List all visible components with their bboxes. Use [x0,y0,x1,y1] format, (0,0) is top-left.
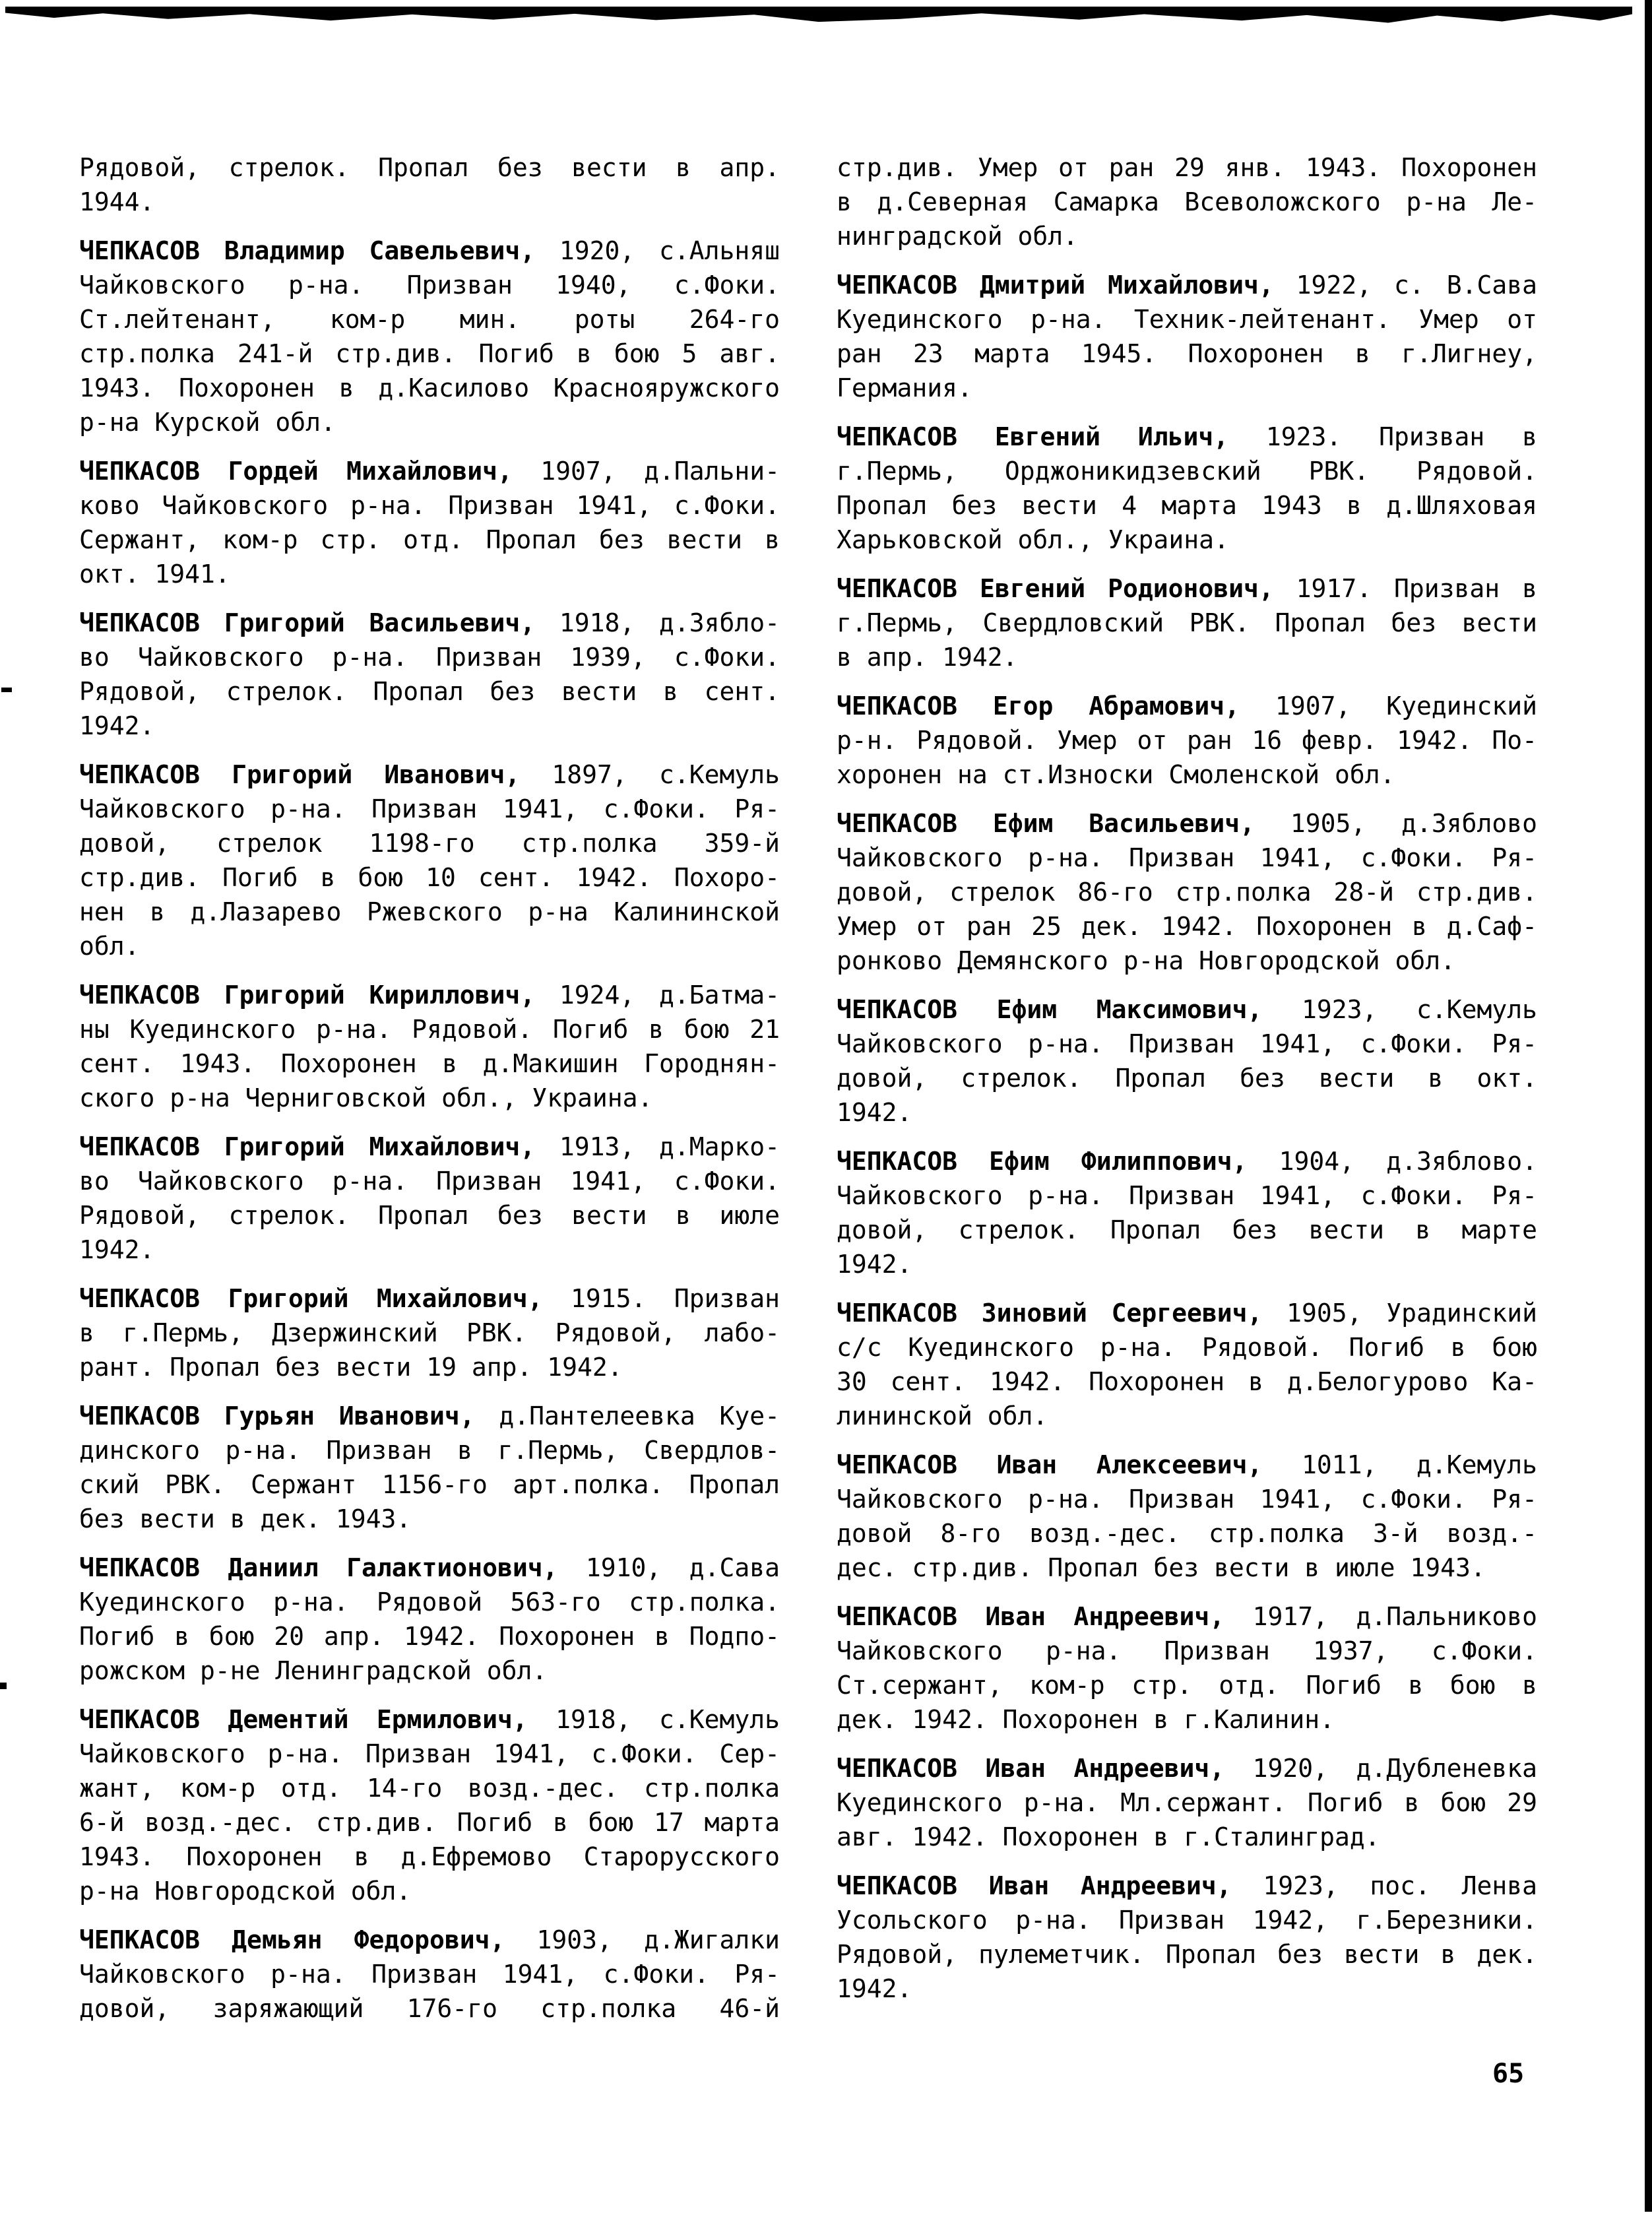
text-line: Куединского р-на. Рядовой 563-го стр.полка. [79,1588,780,1617]
person-name: ЧЕПКАСОВ Демьян Федорович, [79,1925,505,1954]
entry-first-line: ЧЕПКАСОВ Гурьян Иванович, д.Пантелеевка Куе- [79,1401,780,1430]
person-name: ЧЕПКАСОВ Григорий Михайлович, [79,1132,536,1161]
memorial-entry [79,454,780,591]
text-line: рант. Пропал без вести 19 апр. 1942. [79,1353,623,1382]
text-line: Умер от ран 25 дек. 1942. Похоронен в д.Саф- [837,912,1537,941]
text-line: с/с Куединского р-на. Рядовой. Погиб в бою [837,1333,1537,1362]
memorial-entry [79,757,780,963]
entry-first-line: ЧЕПКАСОВ Иван Андреевич, 1920, д.Дубленевка [837,1754,1537,1783]
text-line: ский РВК. Сержант 1156-го арт.полка. Пропал [79,1470,780,1499]
person-name: ЧЕПКАСОВ Иван Андреевич, [837,1754,1225,1783]
memorial-entry [79,1399,780,1536]
entry-first-line: ЧЕПКАСОВ Евгений Ильич, 1923. Призван в [837,422,1537,451]
person-name: ЧЕПКАСОВ Григорий Кириллович, [79,980,536,1010]
person-name: ЧЕПКАСОВ Гордей Михайлович, [79,457,513,486]
memorial-entry [79,1281,780,1384]
entry-first-line: ЧЕПКАСОВ Дмитрий Михайлович, 1922, с. В.Сава [837,271,1537,300]
memorial-entry [837,806,1537,978]
text-line: нинградской обл. [837,222,1079,251]
text-line: р-на Новгородской обл. [79,1877,412,1906]
text-line: 1942. [837,1250,912,1279]
text-line: ково Чайковского р-на. Призван 1941, с.Фоки. [79,491,780,520]
text-line: лининской обл. [837,1401,1048,1430]
memorial-entry [837,420,1537,557]
entry-first-line: ЧЕПКАСОВ Григорий Иванович, 1897, с.Кемуль [79,760,780,789]
text-line: дек. 1942. Похоронен в г.Калинин. [837,1705,1335,1734]
text-line: довой, стрелок 1198-го стр.полка 359-й [79,829,780,858]
memorial-entry [79,234,780,439]
text-line: Чайковского р-на. Призван 1941, с.Фоки. Ря- [837,843,1537,872]
text-line: 1943. Похоронен в д.Касилово Краснояружского [79,373,780,402]
text-line: довой 8-го возд.-дес. стр.полка 3-й возд.- [837,1519,1537,1548]
memorial-entry [79,1130,780,1267]
person-name: ЧЕПКАСОВ Ефим Васильевич, [837,809,1255,838]
text-line: г.Пермь, Орджоникидзевский РВК. Рядовой. [837,457,1537,486]
text-line: 30 сент. 1942. Похоронен в д.Белогурово Ка- [837,1367,1537,1396]
person-name: ЧЕПКАСОВ Егор Абрамович, [837,691,1240,721]
memorial-entry [79,1923,780,2026]
text-line: 1942. [79,711,155,740]
entry-first-line: ЧЕПКАСОВ Владимир Савельевич, 1920, с.Альняш [79,236,780,265]
text-line: в д.Северная Самарка Всеволожского р-на Ле- [837,187,1537,216]
text-line: Ст.лейтенант, ком-р мин. роты 264-го [79,305,780,334]
text-line: 1943. Похоронен в д.Ефремово Старорусского [79,1842,780,1871]
memorial-entry [837,268,1537,405]
text-line: Чайковского р-на. Призван 1941, с.Фоки. Ря- [79,1960,780,1989]
text-line: довой, стрелок. Пропал без вести в окт. [837,1064,1537,1093]
scan-speck [0,1683,7,1689]
text-line: авг. 1942. Похоронен в г.Сталинград. [837,1822,1380,1851]
text-line: стр.полка 241-й стр.див. Погиб в бою 5 авг. [79,339,780,368]
memorial-entry [79,1551,780,1688]
text-line: довой, заряжающий 176-го стр.полка 46-й [79,1994,780,2023]
memorial-entry [837,571,1537,674]
person-name: ЧЕПКАСОВ Ефим Филиппович, [837,1147,1248,1176]
person-name: ЧЕПКАСОВ Иван Андреевич, [837,1871,1232,1900]
entry-first-line: ЧЕПКАСОВ Даниил Галактионович, 1910, д.Сава [79,1553,780,1582]
memorial-entry [837,1869,1537,2006]
text-line: Ст.сержант, ком-р стр. отд. Погиб в бою в [837,1671,1537,1700]
text-line: Чайковского р-на. Призван 1941, с.Фоки. Ря- [79,794,780,823]
entry-first-line: ЧЕПКАСОВ Григорий Михайлович, 1913, д.Марко- [79,1132,780,1161]
entry-first-line: ЧЕПКАСОВ Иван Андреевич, 1923, пос. Ленва [837,1871,1537,1900]
memorial-entry [837,992,1537,1130]
text-line: хоронен на ст.Износки Смоленской обл. [837,760,1395,789]
text-line: в г.Пермь, Дзержинский РВК. Рядовой, лабо- [79,1318,780,1347]
text-line: Чайковского р-на. Призван 1940, с.Фоки. [79,271,780,300]
entry-first-line: ЧЕПКАСОВ Иван Алексеевич, 1011, д.Кемуль [837,1450,1537,1479]
text-line: Чайковского р-на. Призван 1941, с.Фоки. Ря- [837,1029,1537,1058]
entry-first-line: ЧЕПКАСОВ Егор Абрамович, 1907, Куединский [837,691,1537,721]
person-name: ЧЕПКАСОВ Гурьян Иванович, [79,1401,475,1430]
memorial-entry [837,1448,1537,1585]
text-line: Чайковского р-на. Призван 1937, с.Фоки. [837,1636,1537,1665]
text-line: Германия. [837,373,972,402]
text-line: ны Куединского р-на. Рядовой. Погиб в бою 21 [79,1015,780,1044]
text-line: Рядовой, стрелок. Пропал без вести в апр. [79,153,780,182]
text-line: дес. стр.див. Пропал без вести в июле 1943. [837,1553,1486,1582]
text-line: стр.див. Погиб в бою 10 сент. 1942. Похоро- [79,863,780,892]
text-line: сент. 1943. Похоронен в д.Макишин Городнян- [79,1049,780,1078]
person-name: ЧЕПКАСОВ Григорий Михайлович, [79,1284,543,1313]
memorial-entry [837,1144,1537,1281]
scan-top-bar-artifact [5,7,1632,29]
column-left [79,150,780,2026]
entry-first-line: ЧЕПКАСОВ Григорий Васильевич, 1918, д.Зябло- [79,608,780,637]
memorial-entry [837,150,1537,253]
text-line: Пропал без вести 4 марта 1943 в д.Шляховая [837,491,1537,520]
entry-first-line: ЧЕПКАСОВ Ефим Максимович, 1923, с.Кемуль [837,995,1537,1024]
entry-first-line: ЧЕПКАСОВ Ефим Филиппович, 1904, д.Зяблово. [837,1147,1537,1176]
text-line: окт. 1941. [79,560,230,589]
text-line: 1944. [79,187,155,216]
memorial-entry [79,978,780,1115]
text-line: во Чайковского р-на. Призван 1941, с.Фоки. [79,1167,780,1196]
entry-first-line: ЧЕПКАСОВ Ефим Васильевич, 1905, д.Зяблово [837,809,1537,838]
text-line: обл. [79,932,140,961]
memorial-entry [79,1702,780,1908]
text-line: р-н. Рядовой. Умер от ран 16 февр. 1942. По- [837,726,1537,755]
person-name: ЧЕПКАСОВ Владимир Савельевич, [79,236,536,265]
text-line: г.Пермь, Свердловский РВК. Пропал без вести [837,608,1537,637]
person-name: ЧЕПКАСОВ Зиновий Сергеевич, [837,1299,1263,1328]
entry-first-line: ЧЕПКАСОВ Зиновий Сергеевич, 1905, Урадинский [837,1299,1537,1328]
person-name: ЧЕПКАСОВ Ефим Максимович, [837,995,1263,1024]
text-line: Чайковского р-на. Призван 1941, с.Фоки. Сер- [79,1739,780,1768]
entry-first-line: ЧЕПКАСОВ Григорий Кириллович, 1924, д.Батма- [79,980,780,1010]
memorial-entry [837,1599,1537,1737]
memorial-entry [79,606,780,743]
text-line: 6-й возд.-дес. стр.див. Погиб в бою 17 марта [79,1808,780,1837]
entry-first-line: ЧЕПКАСОВ Григорий Михайлович, 1915. Призван [79,1284,780,1313]
text-line: 1942. [837,1098,912,1127]
scan-right-edge-artifact [1645,0,1652,2212]
text-line: Куединского р-на. Техник-лейтенант. Умер от [837,305,1537,334]
memorial-entry [837,689,1537,792]
text-line: ронково Демянского р-на Новгородской обл. [837,946,1455,975]
text-line: 1942. [837,1974,912,2003]
text-line: Сержант, ком-р стр. отд. Пропал без вести в [79,525,780,554]
person-name: ЧЕПКАСОВ Даниил Галактионович, [79,1553,558,1582]
text-line: Куединского р-на. Мл.сержант. Погиб в бою 29 [837,1788,1537,1817]
person-name: ЧЕПКАСОВ Григорий Васильевич, [79,608,536,637]
scan-speck [1,688,12,692]
text-line: Погиб в бою 20 апр. 1942. Похоронен в Подпо- [79,1622,780,1651]
column-right [837,150,1537,2006]
person-name: ЧЕПКАСОВ Дмитрий Михайлович, [837,271,1274,300]
text-line: Рядовой, стрелок. Пропал без вести в июле [79,1201,780,1230]
text-line: 1942. [79,1235,155,1264]
entry-first-line: ЧЕПКАСОВ Иван Андреевич, 1917, д.Пальниково [837,1602,1537,1631]
text-line: динского р-на. Призван в г.Пермь, Свердлов- [79,1436,780,1465]
memorial-entry [837,1751,1537,1854]
memorial-entry [79,150,780,219]
person-name: ЧЕПКАСОВ Евгений Ильич, [837,422,1229,451]
text-line: стр.див. Умер от ран 29 янв. 1943. Похоронен [837,153,1537,182]
text-line: Чайковского р-на. Призван 1941, с.Фоки. Ря- [837,1181,1537,1210]
text-line: Усольского р-на. Призван 1942, г.Березники. [837,1906,1537,1935]
person-name: ЧЕПКАСОВ Иван Андреевич, [837,1602,1225,1631]
text-line: ского р-на Черниговской обл., Украина. [79,1083,653,1112]
text-line: Харьковской обл., Украина. [837,525,1229,554]
page-number: 65 [1492,2059,1525,2089]
person-name: ЧЕПКАСОВ Евгений Родионович, [837,574,1274,603]
entry-first-line: ЧЕПКАСОВ Гордей Михайлович, 1907, д.Пальни- [79,457,780,486]
entry-first-line: ЧЕПКАСОВ Евгений Родионович, 1917. Призван в [837,574,1537,603]
text-line: р-на Курской обл. [79,408,336,437]
text-line: довой, стрелок. Пропал без вести в марте [837,1215,1537,1244]
text-line: Чайковского р-на. Призван 1941, с.Фоки. Ря- [837,1485,1537,1514]
text-line: нен в д.Лазарево Ржевского р-на Калининской [79,897,780,926]
text-line: во Чайковского р-на. Призван 1939, с.Фоки. [79,643,780,672]
text-line: довой, стрелок 86-го стр.полка 28-й стр.див. [837,878,1537,907]
memorial-entry [837,1296,1537,1433]
text-line: в апр. 1942. [837,643,1018,672]
text-line: без вести в дек. 1943. [79,1504,412,1533]
entry-first-line: ЧЕПКАСОВ Демьян Федорович, 1903, д.Жигалки [79,1925,780,1954]
text-line: Рядовой, пулеметчик. Пропал без вести в дек. [837,1940,1537,1969]
text-line: Рядовой, стрелок. Пропал без вести в сент. [79,677,780,706]
person-name: ЧЕПКАСОВ Иван Алексеевич, [837,1450,1263,1479]
text-line: жант, ком-р отд. 14-го возд.-дес. стр.полка [79,1774,780,1803]
text-line: рожском р-не Ленинградской обл. [79,1656,548,1685]
person-name: ЧЕПКАСОВ Дементий Ермилович, [79,1705,528,1734]
person-name: ЧЕПКАСОВ Григорий Иванович, [79,760,521,789]
entry-first-line: ЧЕПКАСОВ Дементий Ермилович, 1918, с.Кемуль [79,1705,780,1734]
text-line: ран 23 марта 1945. Похоронен в г.Лигнеу, [837,339,1537,368]
